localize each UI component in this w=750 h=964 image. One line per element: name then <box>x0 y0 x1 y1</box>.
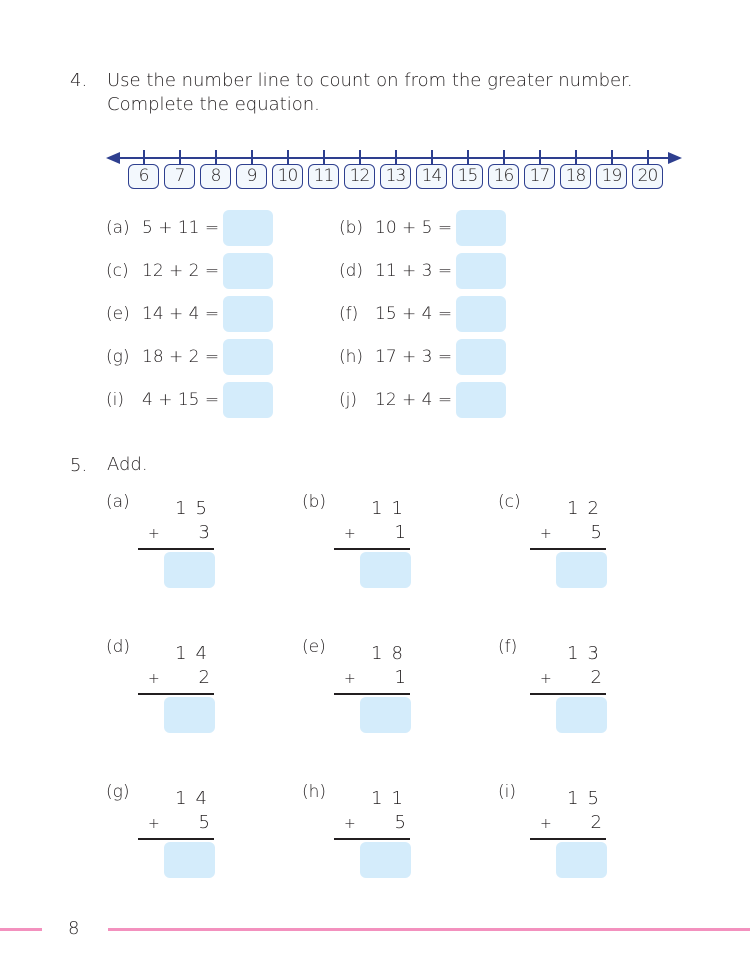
number-line-mark <box>200 150 232 192</box>
addend-top: 15 <box>175 498 216 519</box>
page-number: 8 <box>68 918 80 939</box>
number-line-mark <box>128 150 160 192</box>
number-line-value: 19 <box>596 164 627 189</box>
number-line-value: 13 <box>380 164 411 189</box>
answer-box[interactable] <box>456 339 506 375</box>
sum-line <box>334 693 410 695</box>
answer-box[interactable] <box>456 253 506 289</box>
answer-box[interactable] <box>223 382 273 418</box>
equation-h <box>339 339 506 375</box>
number-line-value: 7 <box>164 164 195 189</box>
addend-top: 14 <box>175 643 216 664</box>
answer-box[interactable] <box>360 697 411 733</box>
number-line-mark <box>596 150 628 192</box>
number-line-value: 14 <box>416 164 447 189</box>
equation-label: (d) <box>339 261 364 281</box>
number-line <box>106 148 682 194</box>
question-4-instruction-line2: Complete the equation. <box>107 94 320 115</box>
answer-box[interactable] <box>360 552 411 588</box>
answer-box[interactable] <box>360 842 411 878</box>
plus-sign: + <box>148 671 160 687</box>
equation-expression: 5 + 11 = <box>142 218 220 238</box>
sum-line <box>334 548 410 550</box>
equation-expression: 12 + 2 = <box>142 261 220 281</box>
number-line-mark <box>164 150 196 192</box>
answer-box[interactable] <box>223 210 273 246</box>
equation-label: (c) <box>106 261 129 281</box>
answer-box[interactable] <box>223 253 273 289</box>
arrow-right-icon <box>668 152 682 164</box>
addition-problem-i <box>498 782 688 892</box>
equation-label: (i) <box>106 390 124 410</box>
number-line-value: 6 <box>128 164 159 189</box>
plus-sign: + <box>344 671 356 687</box>
question-4-number: 4. <box>70 70 88 91</box>
number-line-mark <box>416 150 448 192</box>
answer-box[interactable] <box>456 382 506 418</box>
addition-problem-c <box>498 492 688 602</box>
addend-bottom: 5 <box>394 812 406 833</box>
number-line-mark <box>632 150 664 192</box>
footer-divider-right <box>108 928 750 931</box>
sum-line <box>138 693 214 695</box>
addend-top: 18 <box>371 643 412 664</box>
problem-label: (a) <box>106 492 130 512</box>
sum-line <box>334 838 410 840</box>
addition-problem-a <box>106 492 296 602</box>
equation-expression: 14 + 4 = <box>142 304 220 324</box>
addition-problem-b <box>302 492 492 602</box>
plus-sign: + <box>344 526 356 542</box>
problem-label: (g) <box>106 782 130 802</box>
number-line-mark <box>524 150 556 192</box>
answer-box[interactable] <box>556 697 607 733</box>
problem-label: (b) <box>302 492 327 512</box>
problem-label: (e) <box>302 637 326 657</box>
sum-line <box>530 693 606 695</box>
equation-label: (e) <box>106 304 130 324</box>
problem-label: (i) <box>498 782 516 802</box>
number-line-value: 8 <box>200 164 231 189</box>
addition-problem-f <box>498 637 688 747</box>
number-line-value: 20 <box>632 164 663 189</box>
addend-bottom: 1 <box>394 522 406 543</box>
addition-problem-h <box>302 782 492 892</box>
addend-top: 13 <box>567 643 608 664</box>
arrow-left-icon <box>106 152 120 164</box>
plus-sign: + <box>540 526 552 542</box>
number-line-mark <box>560 150 592 192</box>
answer-box[interactable] <box>456 210 506 246</box>
addition-problem-g <box>106 782 296 892</box>
number-line-value: 9 <box>236 164 267 189</box>
question-4-instruction-line1: Use the number line to count on from the greater number. <box>107 70 633 91</box>
addition-problem-e <box>302 637 492 747</box>
equation-expression: 18 + 2 = <box>142 347 220 367</box>
number-line-value: 12 <box>344 164 375 189</box>
equation-f <box>339 296 506 332</box>
answer-box[interactable] <box>556 552 607 588</box>
equation-d <box>339 253 506 289</box>
equation-label: (j) <box>339 390 357 410</box>
equation-a <box>106 210 273 246</box>
answer-box[interactable] <box>456 296 506 332</box>
plus-sign: + <box>148 816 160 832</box>
number-line-mark <box>452 150 484 192</box>
number-line-mark <box>272 150 304 192</box>
footer-divider-left <box>0 928 42 931</box>
number-line-value: 17 <box>524 164 555 189</box>
answer-box[interactable] <box>164 697 215 733</box>
equation-g <box>106 339 273 375</box>
equation-e <box>106 296 273 332</box>
answer-box[interactable] <box>223 339 273 375</box>
addend-bottom: 3 <box>198 522 210 543</box>
number-line-value: 15 <box>452 164 483 189</box>
addend-bottom: 5 <box>590 522 602 543</box>
sum-line <box>530 838 606 840</box>
number-line-mark <box>236 150 268 192</box>
equation-j <box>339 382 506 418</box>
equation-label: (f) <box>339 304 359 324</box>
equation-expression: 15 + 4 = <box>375 304 453 324</box>
problem-label: (c) <box>498 492 521 512</box>
equation-label: (g) <box>106 347 130 367</box>
equation-label: (b) <box>339 218 364 238</box>
answer-box[interactable] <box>164 842 215 878</box>
addend-bottom: 2 <box>198 667 210 688</box>
addend-top: 15 <box>567 788 608 809</box>
sum-line <box>138 838 214 840</box>
equation-expression: 12 + 4 = <box>375 390 453 410</box>
equation-b <box>339 210 506 246</box>
plus-sign: + <box>540 816 552 832</box>
plus-sign: + <box>344 816 356 832</box>
addend-bottom: 2 <box>590 812 602 833</box>
number-line-mark <box>344 150 376 192</box>
problem-label: (f) <box>498 637 518 657</box>
addend-bottom: 1 <box>394 667 406 688</box>
equation-label: (h) <box>339 347 364 367</box>
number-line-value: 10 <box>272 164 303 189</box>
equation-i <box>106 382 273 418</box>
number-line-mark <box>488 150 520 192</box>
addend-top: 12 <box>567 498 608 519</box>
equation-expression: 10 + 5 = <box>375 218 453 238</box>
plus-sign: + <box>148 526 160 542</box>
number-line-mark <box>308 150 340 192</box>
answer-box[interactable] <box>223 296 273 332</box>
addend-bottom: 5 <box>198 812 210 833</box>
question-5-number: 5. <box>70 455 88 476</box>
addend-top: 11 <box>371 498 412 519</box>
answer-box[interactable] <box>556 842 607 878</box>
plus-sign: + <box>540 671 552 687</box>
addend-top: 11 <box>371 788 412 809</box>
problem-label: (h) <box>302 782 327 802</box>
question-5-instruction: Add. <box>107 454 148 475</box>
number-line-mark <box>380 150 412 192</box>
addition-problem-d <box>106 637 296 747</box>
equation-expression: 11 + 3 = <box>375 261 453 281</box>
number-line-value: 11 <box>308 164 339 189</box>
answer-box[interactable] <box>164 552 215 588</box>
sum-line <box>138 548 214 550</box>
number-line-value: 16 <box>488 164 519 189</box>
addend-top: 14 <box>175 788 216 809</box>
problem-label: (d) <box>106 637 131 657</box>
equation-expression: 17 + 3 = <box>375 347 453 367</box>
equation-label: (a) <box>106 218 130 238</box>
equation-c <box>106 253 273 289</box>
number-line-value: 18 <box>560 164 591 189</box>
addend-bottom: 2 <box>590 667 602 688</box>
equation-expression: 4 + 15 = <box>142 390 220 410</box>
sum-line <box>530 548 606 550</box>
